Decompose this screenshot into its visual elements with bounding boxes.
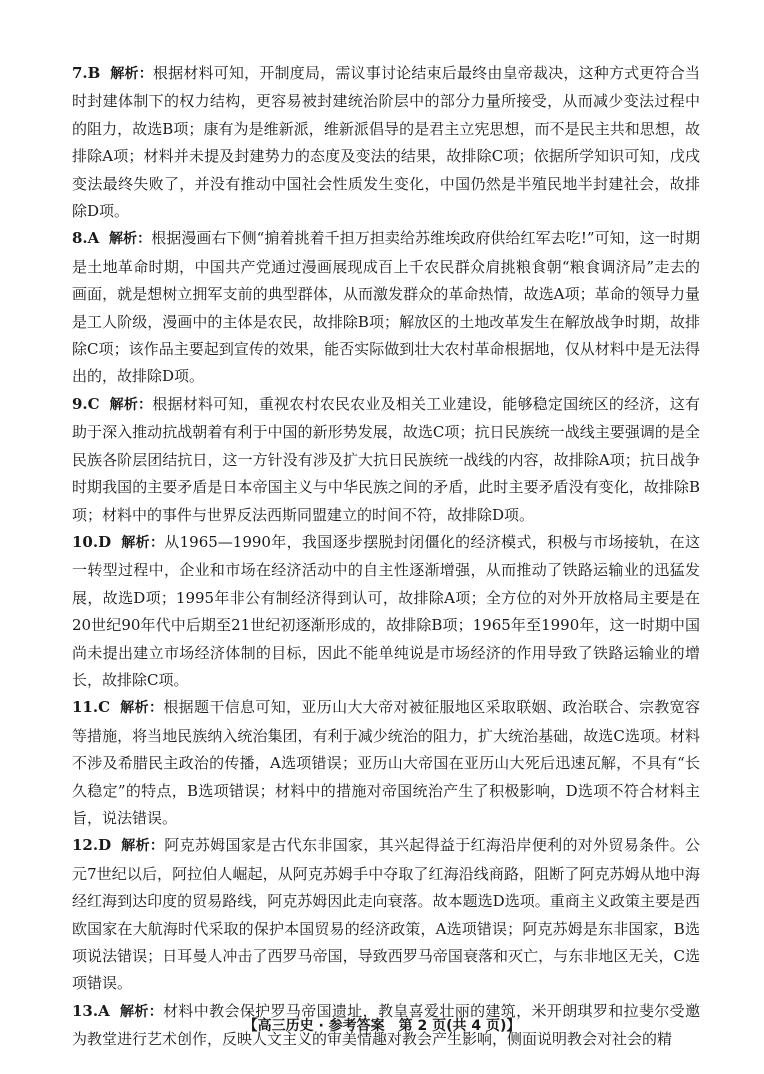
analysis-text: 根据材料可知，开制度局，需议事讨论结束后最终由皇帝裁决，这种方式更符合当时封建体制下的权力结构，更容易被封建统治阶层中的部分力量所接受，从而减少变法过程中的阻力，故选B项；康有为是维新派，维新派倡导的是君主立宪思想，而不是民主共和思想，故排除A项；材料并未提及封建势力的态度及变法的结果，故排除C项；依据所学知识可知，戊戌变法最终失败了，并没有推动中国社会性质发生变化，中国仍然是半殖民地半封建社会，故排除D项。 — [72, 64, 700, 221]
answer-choice: D — [98, 836, 112, 855]
answer-item — [72, 225, 700, 390]
answer-item — [72, 60, 700, 225]
answer-number: 12. — [72, 836, 99, 855]
answer-number: 13. — [72, 1001, 99, 1020]
answer-choice: A — [98, 1001, 110, 1020]
page-footer: 【高三历史 · 参考答案 第 2 页(共 4 页)】 — [243, 1018, 521, 1034]
answer-choice: C — [98, 698, 111, 717]
analysis-label: 解析： — [121, 838, 165, 855]
answer-number: 8. — [72, 229, 88, 248]
analysis-text: 从1965—1990年，我国逐步摆脱封闭僵化的经济模式，积极与市场接轨，在这一转型过程中，企业和市场在经济活动中的自主性逐渐增强，从而推动了铁路运输业的迅猛发展，故选D项；1995年非公有制经济得到认可，故排除A项；全方位的对外开放格局主要是在20世纪90年代中后期至21世纪初逐渐形成的，故排除B项；1965年至1990年，这一时期中国尚未提出建立市场经济体制的目标，因此不能单纯说是市场经济的作用导致了铁路运输业的增长，故排除C项。 — [72, 532, 700, 689]
analysis-text: 阿克苏姆国家是古代东非国家，其兴起得益于红海沿岸便利的对外贸易条件。公元7世纪以后，阿拉伯人崛起，从阿克苏姆手中夺取了红海沿线商路，阻断了阿克苏姆从地中海经红海到达印度的贸易路线，阿克苏姆因此走向衰落。故本题选D选项。重商主义政策主要是西欧国家在大航海时代采取的保护本国贸易的经济政策，A选项错误；阿克苏姆是东非国家，B选项说法错误；日耳曼人冲击了西罗马帝国，导致西罗马帝国衰落和灭亡，与东非地区无关，C选项错误。 — [72, 836, 700, 993]
analysis-label: 解析： — [110, 66, 153, 82]
analysis-label: 解析： — [120, 700, 164, 717]
analysis-text: 根据材料可知，重视农村农民农业及相关工业建设，能够稳定国统区的经济，这有助于深入推动抗战朝着有利于中国的新形势发展，故选C项；抗日民族统一战线主要强调的是全民族各阶层团结抗日，这一方针没有涉及扩大抗日民族统一战线的内容，故排除A项；抗日战争时期我国的主要矛盾是日本帝国主义与中华民族之间的矛盾，此时主要矛盾没有变化，故排除B项；材料中的事件与世界反法西斯同盟建立的时间不符，故排除D项。 — [72, 394, 700, 524]
answer-number: 10. — [72, 532, 99, 551]
answer-item — [72, 391, 700, 529]
answer-choice: B — [87, 64, 101, 82]
answer-number: 11. — [72, 698, 99, 717]
analysis-label: 解析： — [121, 534, 165, 551]
analysis-text: 材料中教会保护罗马帝国遗址，教皇喜爱壮丽的建筑，米开朗琪罗和拉斐尔受邀为教堂进行艺术创作，反映人文主义的审美情趣对教会产生影响，侧面说明教会对社会的精 — [72, 1001, 700, 1049]
answer-item — [72, 529, 700, 694]
answer-number: 7. — [72, 64, 88, 82]
answer-number: 9. — [72, 394, 88, 413]
analysis-text: 根据题干信息可知，亚历山大大帝对被征服地区采取联姻、政治联合、宗教宽容等措施，将当地民族纳入统治集团，有利于减少统治的阻力，扩大统治基础，故选C选项。材料不涉及希腊民主政治的传播，A选项错误；亚历山大帝国在亚历山大死后迅速瓦解，不具有“长久稳定”的特点，B选项错误；材料中的措施对帝国统治产生了积极影响，D选项不符合材料主旨，说法错误。 — [72, 698, 700, 827]
analysis-label: 解析： — [108, 231, 152, 248]
answer-choice: D — [98, 532, 112, 551]
answer-item — [72, 694, 700, 832]
analysis-text: 根据漫画右下侧“掮着挑着千担万担卖给苏维埃政府供给红军去吃!”可知，这一时期是土地革命时期，中国共产党通过漫画展现成百上千农民群众肩挑粮食朝“粮食调济局”走去的画面，就是想树立拥军支前的典型群体，从而激发群众的革命热情，故选A项；革命的领导力量是工人阶级，漫画中的主体是农民，故排除B项；解放区的土地改革发生在解放战争时期，故排除C项；该作品主要起到宣传的效果，能否实际做到壮大农村革命根据地，仅从材料中是无法得出的，故排除D项。 — [72, 229, 700, 386]
analysis-label: 解析： — [109, 396, 153, 413]
answer-item — [72, 832, 700, 997]
analysis-label: 解析： — [120, 1003, 164, 1020]
answer-choice: C — [87, 394, 100, 413]
answer-choice: A — [87, 229, 100, 248]
answer-list — [72, 60, 700, 1054]
